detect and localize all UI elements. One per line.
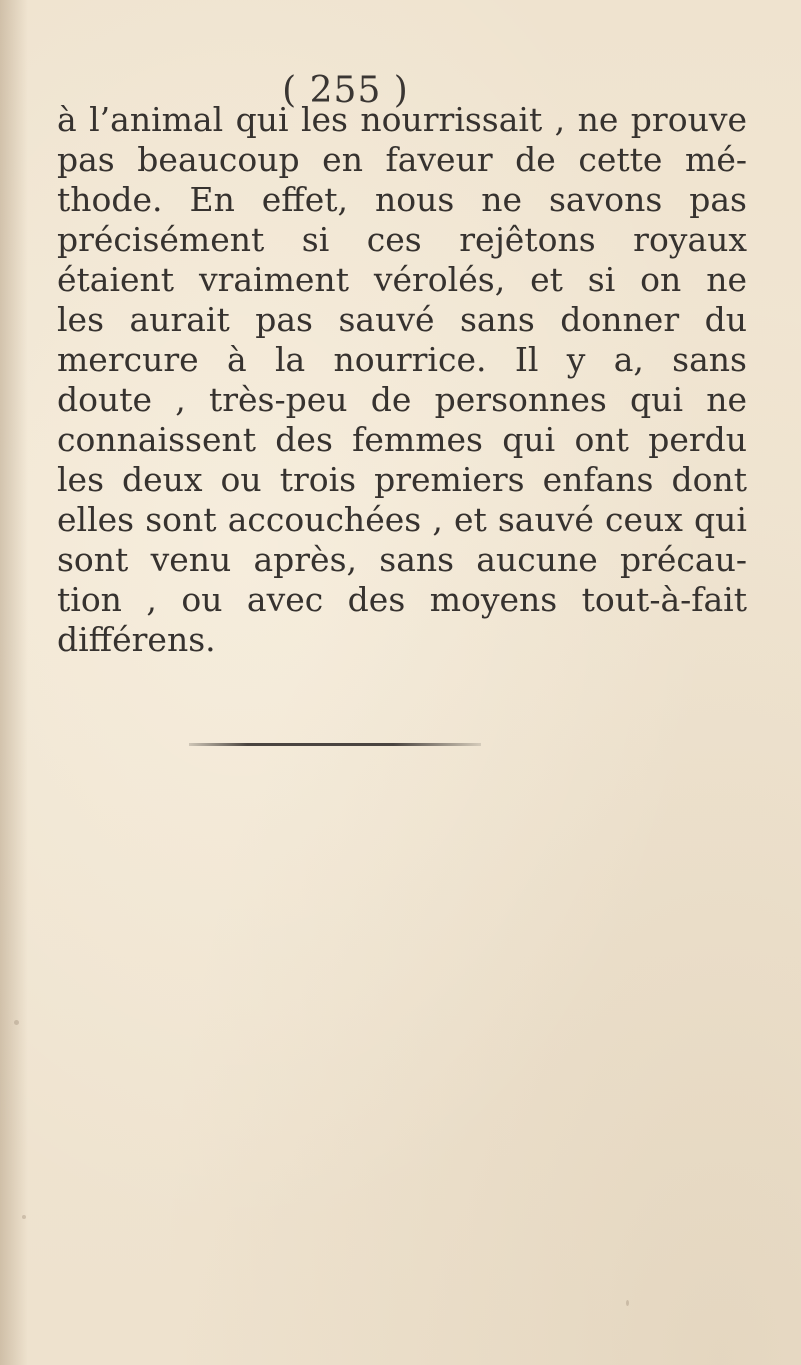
page-number-text: ( 255 ) [282, 70, 409, 111]
text-line: mercure à la nourrice. Il y a, sans [57, 340, 747, 379]
paper-foxing-spot [22, 1215, 26, 1219]
paper-foxing-spot [14, 1020, 19, 1025]
page-edge-shadow [0, 0, 28, 1365]
text-line: doute , très-peu de personnes qui ne [57, 380, 747, 419]
text-line: pas beaucoup en faveur de cette mé- [57, 140, 747, 179]
text-line: les deux ou trois premiers enfans dont [57, 460, 747, 499]
text-line: thode. En effet, nous ne savons pas [57, 180, 747, 219]
text-line: les aurait pas sauvé sans donner du [57, 300, 747, 339]
paper-foxing-spot [626, 1300, 629, 1306]
text-line: précisément si ces rejêtons royaux [57, 220, 747, 259]
section-divider-rule [189, 743, 481, 746]
text-line: connaissent des femmes qui ont perdu [57, 420, 747, 459]
text-line: tion , ou avec des moyens tout-à-fait [57, 580, 747, 619]
text-line: sont venu après, sans aucune précau- [57, 540, 747, 579]
text-line: différens. [57, 620, 216, 659]
text-line: elles sont accouchées , et sauvé ceux qui [57, 500, 747, 539]
text-line: à l’animal qui les nourrissait , ne prouve [57, 100, 747, 139]
body-text [57, 100, 747, 660]
text-line: étaient vraiment vérolés, et si on ne [57, 260, 747, 299]
